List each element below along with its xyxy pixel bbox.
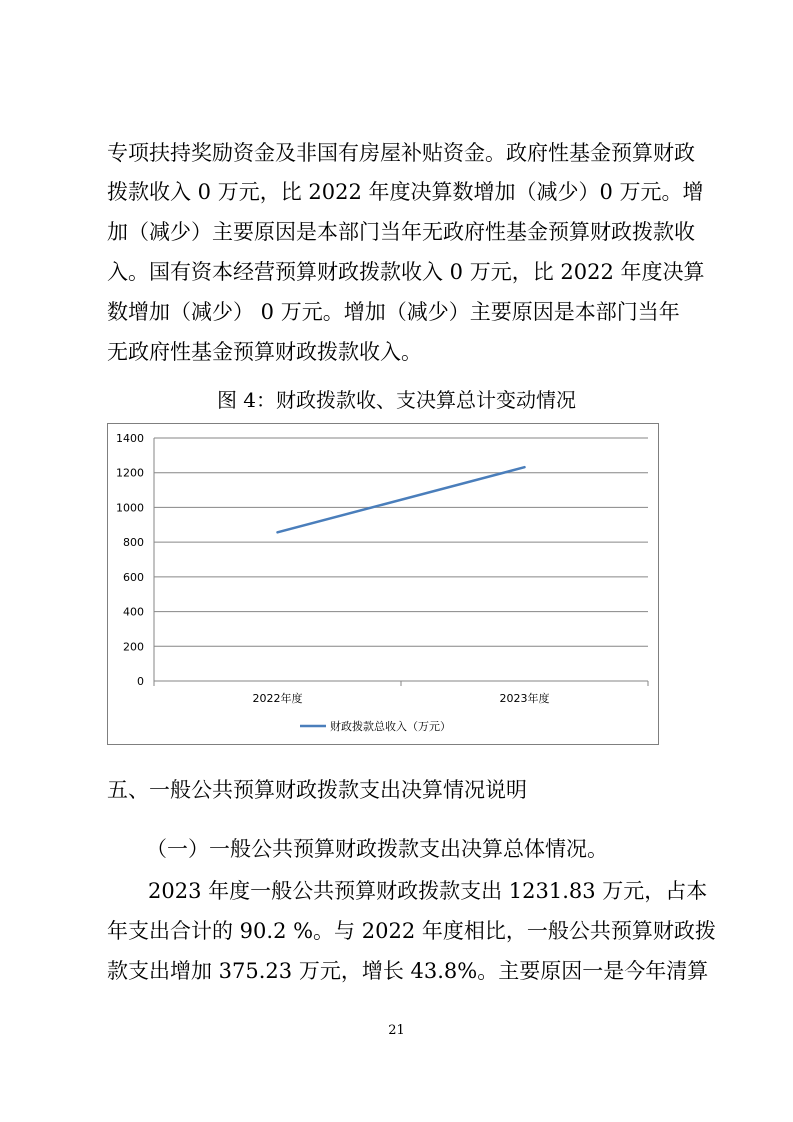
paragraph-line: 无政府性基金预算财政拨款收入。	[107, 340, 422, 364]
paragraph-line: 年支出合计的 90.2 %。与 2022 年度相比，一般公共预算财政拨	[107, 919, 716, 943]
section-subheading: （一）一般公共预算财政拨款支出决算总体情况。	[146, 837, 608, 861]
paragraph-line: 专项扶持奖励资金及非国有房屋补贴资金。政府性基金预算财政	[107, 141, 695, 165]
paragraph-line: 2023 年度一般公共预算财政拨款支出 1231.83 万元，占本	[148, 879, 708, 903]
paragraph-line: 款支出增加 375.23 万元，增长 43.8%。主要原因一是今年清算	[107, 959, 709, 983]
x-tick-label: 2023年度	[499, 692, 550, 705]
chart-canvas	[108, 424, 658, 744]
x-tick-label: 2022年度	[252, 692, 303, 705]
y-tick-label: 200	[123, 640, 144, 654]
y-tick-label: 0	[137, 675, 144, 688]
y-tick-label: 1200	[116, 466, 144, 480]
y-tick-label: 1000	[116, 501, 144, 515]
y-tick-label: 1400	[116, 432, 144, 445]
section-heading: 五、一般公共预算财政拨款支出决算情况说明	[107, 778, 527, 802]
series-line	[278, 467, 525, 532]
y-tick-label: 400	[123, 605, 144, 619]
line-chart	[107, 423, 659, 745]
paragraph-line: 加（减少）主要原因是本部门当年无政府性基金预算财政拨款收	[107, 220, 695, 244]
y-tick-label: 600	[123, 570, 144, 584]
page-number: 21	[388, 1023, 405, 1038]
y-tick-label: 800	[123, 536, 144, 550]
legend-label: 财政拨款总收入（万元）	[330, 720, 451, 733]
paragraph-line: 数增加（减少） 0 万元。增加（减少）主要原因是本部门当年	[107, 300, 680, 324]
paragraph-line: 拨款收入 0 万元，比 2022 年度决算数增加（减少）0 万元。增	[107, 180, 704, 204]
paragraph-line: 入。国有资本经营预算财政拨款收入 0 万元，比 2022 年度决算	[107, 260, 705, 284]
figure-caption: 图 4：财政拨款收、支决算总计变动情况	[216, 388, 577, 412]
